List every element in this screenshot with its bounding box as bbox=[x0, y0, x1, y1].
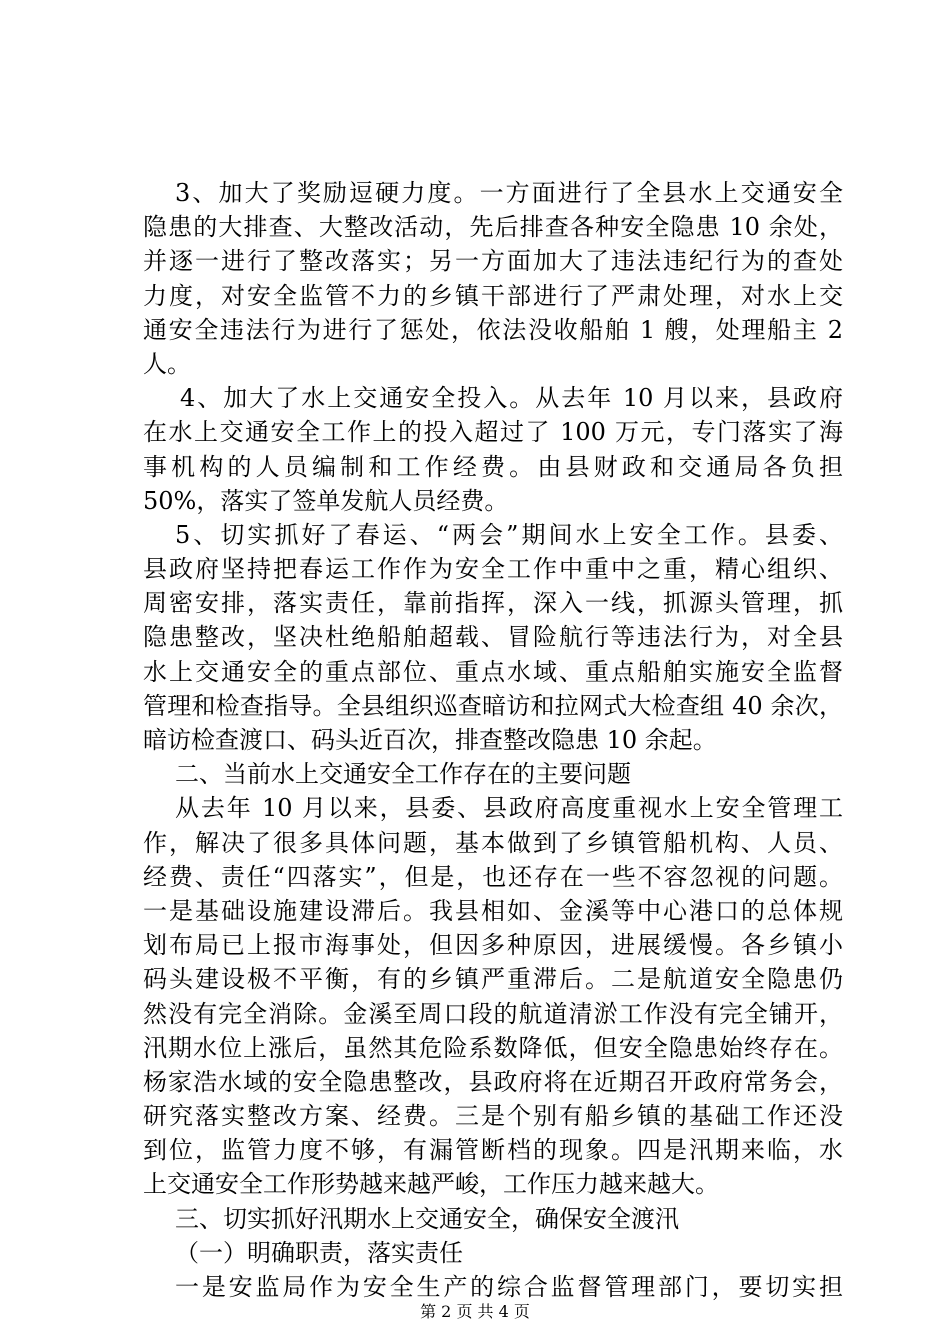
document-body bbox=[143, 176, 843, 1304]
text-line: 力度，对安全监管不力的乡镇干部进行了严肃处理，对水上交 bbox=[143, 281, 843, 310]
text-line: 码头建设极不平衡，有的乡镇严重滞后。二是航道安全隐患仍 bbox=[143, 965, 843, 994]
text-line: 从去年 10 月以来，县委、县政府高度重视水上安全管理工 bbox=[175, 794, 843, 823]
text-line: 经费、责任“四落实”，但是，也还存在一些不容忽视的问题。 bbox=[143, 862, 843, 891]
text-line: 划布局已上报市海事处，但因多种原因，进展缓慢。各乡镇小 bbox=[143, 931, 843, 960]
text-line: 3、加大了奖励逗硬力度。一方面进行了全县水上交通安全 bbox=[175, 179, 843, 207]
text-line: 二、当前水上交通安全工作存在的主要问题 bbox=[175, 760, 631, 789]
text-line: 在水上交通安全工作上的投入超过了 100 万元，专门落实了海 bbox=[143, 418, 843, 447]
text-line: 上交通安全工作形势越来越严峻，工作压力越来越大。 bbox=[143, 1170, 719, 1199]
text-line: 5、切实抓好了春运、“两会”期间水上安全工作。县委、 bbox=[175, 520, 843, 549]
text-line: 周密安排，落实责任，靠前指挥，深入一线，抓源头管理，抓 bbox=[143, 589, 843, 618]
text-line: 通安全违法行为进行了惩处，依法没收船舶 1 艘，处理船主 2 bbox=[143, 315, 843, 344]
text-line: 并逐一进行了整改落实；另一方面加大了违法违纪行为的查处 bbox=[143, 247, 843, 276]
text-line: 管理和检查指导。全县组织巡查暗访和拉网式大检查组 40 余次， bbox=[143, 691, 843, 720]
text-line: 到位，监管力度不够，有漏管断档的现象。四是汛期来临，水 bbox=[143, 1136, 843, 1165]
text-line: 然没有完全消除。金溪至周口段的航道清淤工作没有完全铺开， bbox=[143, 999, 843, 1028]
text-line: 作，解决了很多具体问题，基本做到了乡镇管船机构、人员、 bbox=[143, 828, 843, 857]
text-line: 隐患的大排查、大整改活动，先后排查各种安全隐患 10 余处， bbox=[143, 213, 843, 242]
text-line: 县政府坚持把春运工作作为安全工作中重中之重，精心组织、 bbox=[143, 555, 843, 584]
text-line: 隐患整改，坚决杜绝船舶超载、冒险航行等违法行为，对全县 bbox=[143, 623, 843, 652]
text-line: 三、切实抓好汛期水上交通安全，确保安全渡汛 bbox=[175, 1204, 679, 1233]
text-line: 研究落实整改方案、经费。三是个别有船乡镇的基础工作还没 bbox=[143, 1102, 843, 1131]
text-line: 50%，落实了签单发航人员经费。 bbox=[143, 486, 509, 515]
text-line: 杨家浩水域的安全隐患整改，县政府将在近期召开政府常务会， bbox=[143, 1067, 843, 1096]
text-line: 人。 bbox=[143, 349, 191, 378]
page-footer bbox=[0, 1302, 950, 1322]
text-line: 事机构的人员编制和工作经费。由县财政和交通局各负担 bbox=[143, 452, 843, 481]
text-line: 暗访检查渡口、码头近百次，排查整改隐患 10 余起。 bbox=[143, 726, 717, 754]
text-line: 4、加大了水上交通安全投入。从去年 10 月以来，县政府 bbox=[180, 384, 843, 413]
text-line: 一是基础设施建设滞后。我县相如、金溪等中心港口的总体规 bbox=[143, 896, 843, 925]
page-number-label: 第 2 页 共 4 页 bbox=[420, 1302, 530, 1321]
text-line: 水上交通安全的重点部位、重点水域、重点船舶实施安全监督 bbox=[143, 657, 843, 686]
text-line: 一是安监局作为安全生产的综合监督管理部门，要切实担 bbox=[175, 1273, 843, 1301]
text-line: 汛期水位上涨后，虽然其危险系数降低，但安全隐患始终存在。 bbox=[143, 1033, 843, 1062]
text-line: （一）明确职责，落实责任 bbox=[175, 1238, 463, 1267]
